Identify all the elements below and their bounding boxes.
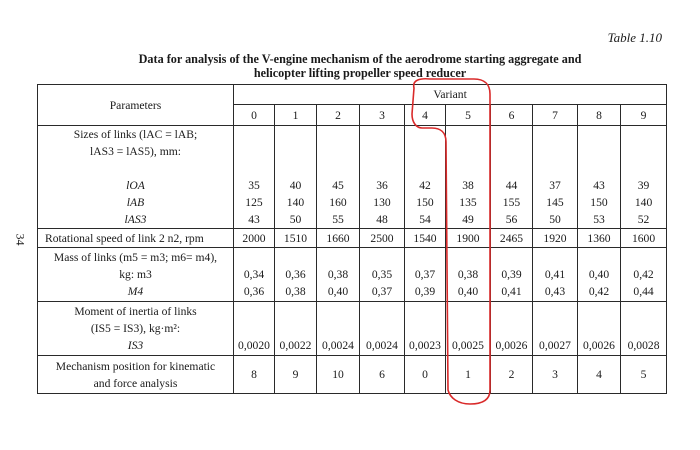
sizes-cell bbox=[275, 126, 317, 229]
las3-value: 56 bbox=[505, 213, 518, 226]
loa-value: 39 bbox=[637, 179, 650, 192]
m3-value: 0,42 bbox=[633, 268, 654, 281]
m4-value: 0,40 bbox=[327, 285, 349, 298]
speed-value: 1540 bbox=[405, 229, 446, 248]
m4-value: 0,41 bbox=[501, 285, 522, 298]
lab-value: 125 bbox=[245, 196, 263, 209]
title-line-2: helicopter lifting propeller speed reducer bbox=[253, 66, 467, 80]
moment-cell bbox=[234, 302, 275, 356]
sizes-parameter-cell bbox=[38, 126, 234, 229]
lab-value: 145 bbox=[546, 196, 564, 209]
las3-value: 50 bbox=[289, 213, 302, 226]
speed-value: 1900 bbox=[446, 229, 491, 248]
variant-number: 3 bbox=[360, 105, 405, 126]
variant-number: 2 bbox=[317, 105, 360, 126]
moment-value: 0,0026 bbox=[495, 339, 528, 352]
moment-value: 0,0027 bbox=[539, 339, 571, 352]
sizes-cell bbox=[405, 126, 446, 229]
sizes-cell bbox=[621, 126, 667, 229]
sizes-cell bbox=[317, 126, 360, 229]
sizes-title-2: lAS3 = lAS5), mm: bbox=[90, 145, 181, 158]
lab-value: 150 bbox=[590, 196, 608, 209]
loa-label: lOA bbox=[126, 179, 145, 192]
moment-cell bbox=[275, 302, 317, 356]
moment-title-3: IS3 bbox=[127, 339, 144, 352]
speed-value: 1660 bbox=[317, 229, 360, 248]
sizes-cell bbox=[446, 126, 491, 229]
lab-value: 140 bbox=[634, 196, 653, 209]
variant-number: 1 bbox=[275, 105, 317, 126]
moment-parameter-cell bbox=[38, 302, 234, 356]
moment-cell bbox=[405, 302, 446, 356]
variant-number: 7 bbox=[533, 105, 578, 126]
m4-value: 0,37 bbox=[371, 285, 393, 298]
m3-value: 0,39 bbox=[501, 268, 522, 281]
moment-cell bbox=[491, 302, 533, 356]
variant-number: 6 bbox=[491, 105, 533, 126]
table-row bbox=[38, 229, 667, 248]
table-row bbox=[38, 248, 667, 302]
mass-title-1: Mass of links (m5 = m3; m6= m4), bbox=[53, 251, 218, 264]
position-value: 10 bbox=[317, 356, 360, 394]
variant-number: 4 bbox=[405, 105, 446, 126]
variant-number: 0 bbox=[234, 105, 275, 126]
las3-value: 49 bbox=[462, 213, 474, 226]
table-label: Table 1.10 bbox=[607, 30, 662, 45]
lab-value: 140 bbox=[286, 196, 305, 209]
las3-value: 54 bbox=[419, 213, 431, 226]
parameters-header: Parameters bbox=[38, 85, 234, 126]
loa-value: 43 bbox=[593, 179, 605, 192]
speed-value: 2500 bbox=[360, 229, 405, 248]
sizes-cell bbox=[234, 126, 275, 229]
table-row bbox=[38, 126, 667, 229]
lab-value: 150 bbox=[416, 196, 434, 209]
mass-cell bbox=[317, 248, 360, 302]
mass-cell bbox=[405, 248, 446, 302]
las3-value: 52 bbox=[637, 213, 650, 226]
moment-value: 0,0023 bbox=[409, 339, 441, 352]
moment-value: 0,0025 bbox=[452, 339, 484, 352]
m3-value: 0,36 bbox=[285, 268, 306, 281]
loa-value: 36 bbox=[376, 179, 388, 192]
m3-value: 0,34 bbox=[243, 268, 265, 281]
moment-title-1: Moment of inertia of links bbox=[74, 305, 197, 318]
position-parameter-cell bbox=[38, 356, 234, 394]
moment-value: 0,0024 bbox=[322, 339, 354, 352]
moment-value: 0,0028 bbox=[627, 339, 660, 352]
loa-value: 42 bbox=[419, 179, 431, 192]
loa-value: 35 bbox=[248, 179, 260, 192]
m4-value: 0,44 bbox=[633, 285, 654, 298]
las3-value: 48 bbox=[376, 213, 388, 226]
lab-value: 130 bbox=[373, 196, 391, 209]
las3-value: 53 bbox=[593, 213, 605, 226]
variant-number: 9 bbox=[621, 105, 667, 126]
m4-value: 0,36 bbox=[243, 285, 265, 298]
sizes-title-1: Sizes of links (lAC = lAB; bbox=[73, 128, 198, 141]
moment-title-2: (IS5 = IS3), kg·m²: bbox=[90, 322, 181, 335]
position-value: 9 bbox=[275, 356, 317, 394]
loa-value: 37 bbox=[549, 179, 561, 192]
loa-value: 44 bbox=[505, 179, 518, 192]
m4-value: 0,39 bbox=[414, 285, 436, 298]
las3-label: lAS3 bbox=[124, 213, 147, 226]
lab-label: lAB bbox=[126, 196, 145, 209]
sizes-cell bbox=[578, 126, 621, 229]
mass-cell bbox=[533, 248, 578, 302]
loa-value: 45 bbox=[332, 179, 344, 192]
speed-value: 1920 bbox=[533, 229, 578, 248]
m3-value: 0,35 bbox=[371, 268, 393, 281]
m3-value: 0,40 bbox=[588, 268, 610, 281]
moment-cell bbox=[621, 302, 667, 356]
loa-value: 38 bbox=[462, 179, 474, 192]
las3-value: 50 bbox=[549, 213, 561, 226]
position-value: 1 bbox=[446, 356, 491, 394]
m4-value: 0,43 bbox=[544, 285, 566, 298]
sizes-cell bbox=[533, 126, 578, 229]
mass-cell bbox=[234, 248, 275, 302]
m4-value: 0,42 bbox=[588, 285, 610, 298]
speed-value: 2000 bbox=[234, 229, 275, 248]
mass-cell bbox=[275, 248, 317, 302]
m3-value: 0,38 bbox=[327, 268, 349, 281]
mass-title-2: kg: m3 bbox=[119, 268, 152, 281]
table-row bbox=[38, 302, 667, 356]
sizes-cell bbox=[360, 126, 405, 229]
position-value: 4 bbox=[578, 356, 621, 394]
variant-header: Variant bbox=[234, 85, 667, 105]
speed-value: 2465 bbox=[491, 229, 533, 248]
mass-cell bbox=[446, 248, 491, 302]
page-number: 34 bbox=[13, 233, 28, 246]
speed-value: 1600 bbox=[621, 229, 667, 248]
moment-cell bbox=[533, 302, 578, 356]
position-value: 6 bbox=[360, 356, 405, 394]
mass-cell bbox=[578, 248, 621, 302]
speed-value: 1510 bbox=[275, 229, 317, 248]
table-row bbox=[38, 356, 667, 394]
lab-value: 135 bbox=[459, 196, 477, 209]
sizes-cell bbox=[491, 126, 533, 229]
variant-data-table bbox=[37, 84, 667, 394]
moment-value: 0,0026 bbox=[583, 339, 615, 352]
mass-cell bbox=[621, 248, 667, 302]
mass-cell bbox=[491, 248, 533, 302]
position-value: 3 bbox=[533, 356, 578, 394]
moment-value: 0,0022 bbox=[279, 339, 312, 352]
moment-cell bbox=[446, 302, 491, 356]
m4-value: 0,38 bbox=[285, 285, 306, 298]
m3-value: 0,41 bbox=[544, 268, 566, 281]
position-label-1: Mechanism position for kinematic bbox=[55, 359, 216, 373]
position-value: 0 bbox=[405, 356, 446, 394]
position-value: 2 bbox=[491, 356, 533, 394]
las3-value: 55 bbox=[332, 213, 344, 226]
moment-value: 0,0024 bbox=[366, 339, 398, 352]
mass-cell bbox=[360, 248, 405, 302]
m4-value: 0,40 bbox=[457, 285, 479, 298]
position-label-2: and force analysis bbox=[93, 376, 178, 390]
title-line-1: Data for analysis of the V-engine mechanism of the aerodrome starting aggregate and bbox=[138, 52, 582, 66]
table-title bbox=[60, 52, 660, 80]
moment-cell bbox=[317, 302, 360, 356]
speed-label: Rotational speed of link 2 n2, rpm bbox=[38, 229, 234, 248]
m3-value: 0,37 bbox=[414, 268, 436, 281]
moment-cell bbox=[360, 302, 405, 356]
lab-value: 160 bbox=[329, 196, 347, 209]
variant-number: 8 bbox=[578, 105, 621, 126]
speed-value: 1360 bbox=[578, 229, 621, 248]
las3-value: 43 bbox=[248, 213, 260, 226]
position-value: 5 bbox=[621, 356, 667, 394]
lab-value: 155 bbox=[502, 196, 521, 209]
m4-label: M4 bbox=[127, 285, 144, 298]
m3-value: 0,38 bbox=[457, 268, 479, 281]
loa-value: 40 bbox=[289, 179, 302, 192]
mass-parameter-cell bbox=[38, 248, 234, 302]
moment-cell bbox=[578, 302, 621, 356]
moment-value: 0,0020 bbox=[238, 339, 270, 352]
variant-number: 5 bbox=[446, 105, 491, 126]
position-value: 8 bbox=[234, 356, 275, 394]
